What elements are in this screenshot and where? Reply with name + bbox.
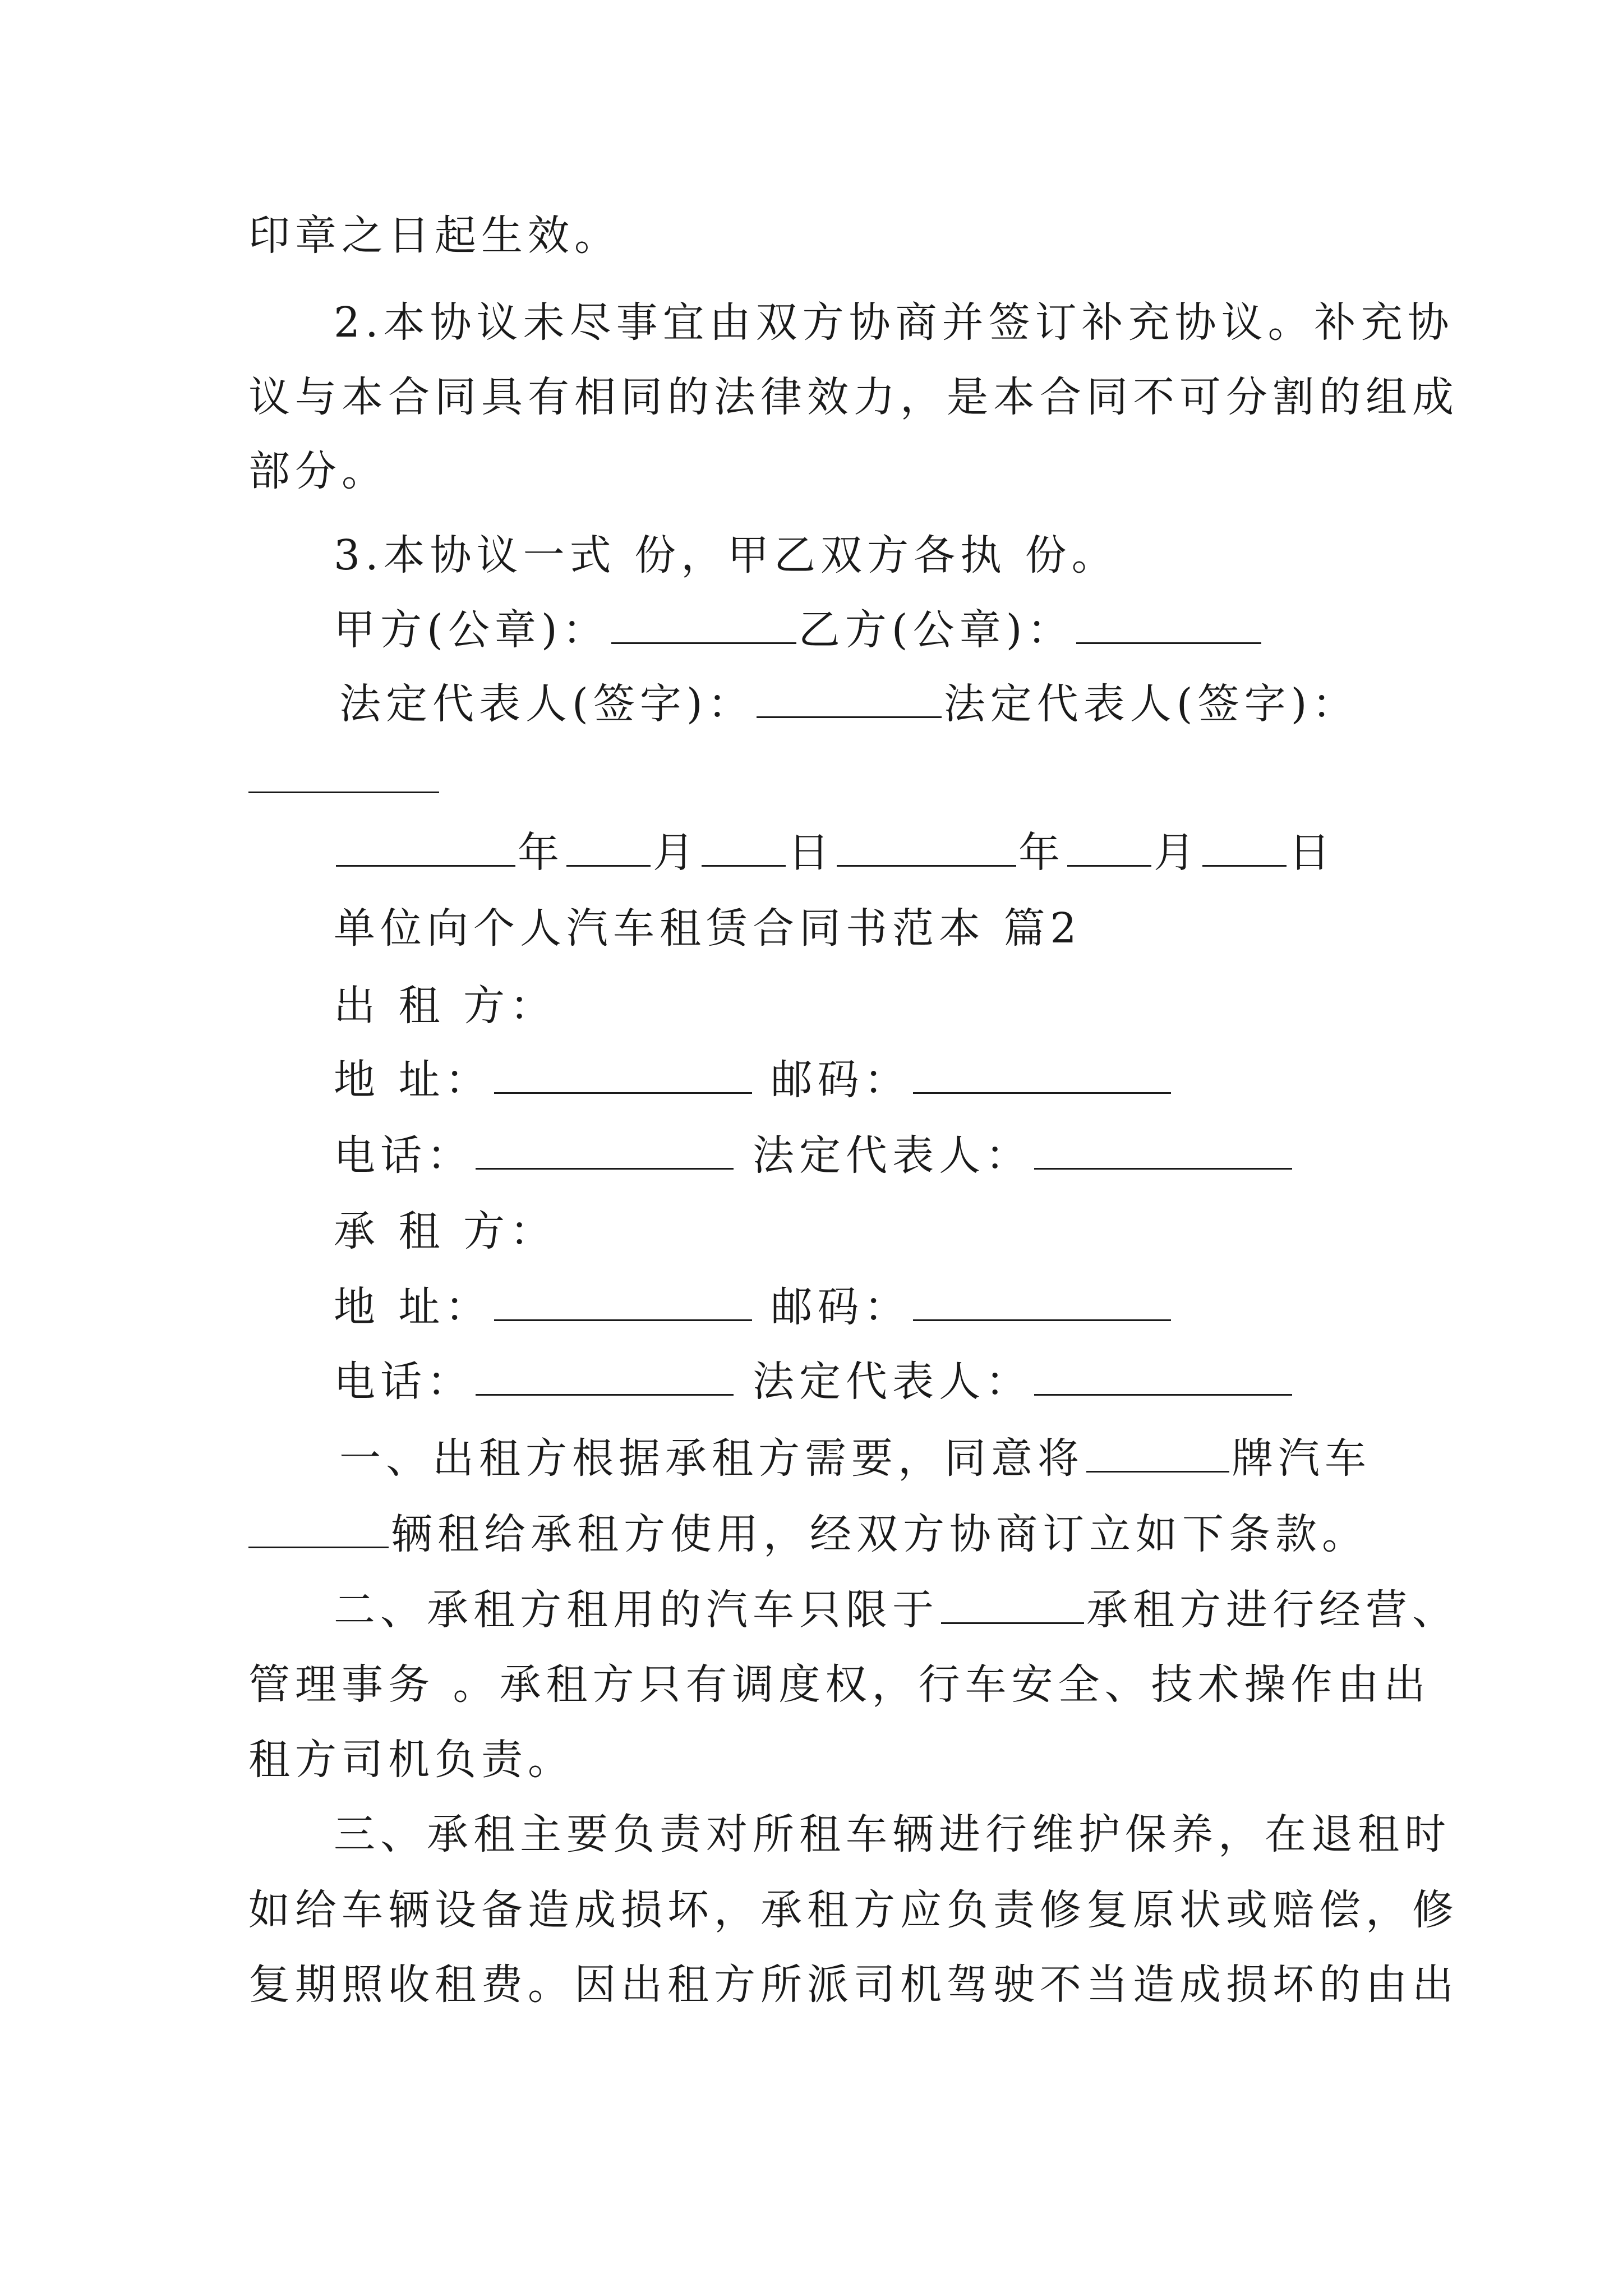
rep-b-blank	[248, 792, 439, 793]
lessee-postcode-label: 邮码：	[771, 1283, 911, 1331]
paragraph-3: 3.本协议一式 份，甲乙双方各执 份。	[334, 531, 1118, 579]
lessor-address-label: 地 址：	[334, 1056, 492, 1104]
date-line	[334, 827, 1335, 878]
representative-line	[339, 679, 1359, 729]
lessee-rep-blank	[1034, 1357, 1292, 1396]
lessee-phone-line	[334, 1356, 1294, 1407]
month-b-label: 月	[1154, 829, 1200, 877]
lessor-postcode-label: 邮码：	[771, 1056, 911, 1104]
lessee-heading: 承 租 方：	[334, 1207, 557, 1255]
party-a-seal-blank	[611, 605, 796, 644]
lessor-phone-label: 电话：	[334, 1131, 473, 1180]
lessor-address-line	[334, 1055, 1173, 1105]
lessor-rep-label: 法定代表人：	[753, 1131, 1032, 1180]
year-a-label: 年	[518, 829, 564, 877]
rep-a-label: 法定代表人(签字)：	[339, 680, 754, 728]
lessee-postcode-blank	[913, 1282, 1171, 1321]
paragraph-2-line-3: 部分。	[248, 447, 388, 495]
party-a-seal-label: 甲方(公章)：	[334, 606, 609, 654]
lessor-heading: 出 租 方：	[334, 982, 557, 1030]
plate-blank	[1086, 1434, 1229, 1473]
day-a-label: 日	[788, 829, 834, 877]
year-b-blank	[837, 828, 1016, 867]
lessor-phone-blank	[476, 1131, 734, 1170]
clause-1-text-c: 辆租给承租方使用，经双方协商订立如下条款。	[391, 1510, 1368, 1558]
clause-3-line-1: 三、承租主要负责对所租车辆进行维护保养，在退租时	[334, 1810, 1451, 1858]
lessee-rep-label: 法定代表人：	[753, 1358, 1032, 1406]
day-b-blank	[1202, 828, 1287, 867]
clause-2-text-b: 承租方进行经营、	[1086, 1586, 1459, 1634]
clause-2-line-1	[334, 1585, 1459, 1635]
lessor-rep-blank	[1034, 1131, 1292, 1170]
lessee-address-blank	[494, 1282, 752, 1321]
clause-3-line-2: 如给车辆设备造成损坏，承租方应负责修复原状或赔偿，修	[248, 1886, 1459, 1934]
lessor-address-blank	[494, 1055, 752, 1094]
day-a-blank	[702, 828, 786, 867]
paragraph-2-line-2: 议与本合同具有相同的法律效力，是本合同不可分割的组成	[248, 373, 1459, 421]
clause-2-text-a: 二、承租方租用的汽车只限于	[334, 1586, 939, 1634]
party-b-seal-label: 乙方(公章)：	[798, 606, 1074, 654]
lessee-phone-blank	[476, 1357, 734, 1396]
lessee-phone-label: 电话：	[334, 1358, 473, 1406]
usage-scope-blank	[941, 1585, 1084, 1624]
paragraph-2-line-1: 2.本协议未尽事宜由双方协商并签订补充协议。补充协	[334, 298, 1454, 347]
clause-2-line-2: 管理事务 。承租方只有调度权，行车安全、技术操作由出	[248, 1660, 1431, 1709]
clause-3-line-3: 复期照收租费。因出租方所派司机驾驶不当造成损坏的由出	[248, 1961, 1459, 2009]
year-b-label: 年	[1018, 829, 1065, 877]
day-b-label: 日	[1289, 829, 1335, 877]
rep-a-blank	[757, 679, 942, 718]
party-b-seal-blank	[1076, 605, 1261, 644]
seal-line	[334, 605, 1264, 655]
month-b-blank	[1067, 828, 1151, 867]
month-a-blank	[566, 828, 651, 867]
clause-1-line-1	[339, 1433, 1371, 1484]
rep-b-label: 法定代表人(签字)：	[943, 680, 1359, 728]
clause-2-line-3: 租方司机负责。	[248, 1736, 574, 1784]
clause-1-line-2	[248, 1509, 1368, 1559]
lessee-address-line	[334, 1282, 1173, 1332]
vehicle-count-blank	[248, 1510, 389, 1548]
clause-1-text-b: 牌汽车	[1232, 1434, 1371, 1483]
lessor-phone-line	[334, 1130, 1294, 1181]
paragraph-1-end: 印章之日起生效。	[248, 211, 621, 260]
clause-1-text-a: 一、出租方根据承租方需要，同意将	[339, 1434, 1084, 1483]
month-a-label: 月	[653, 829, 699, 877]
year-a-blank	[336, 828, 515, 867]
lessor-postcode-blank	[913, 1055, 1171, 1094]
lessee-address-label: 地 址：	[334, 1283, 492, 1331]
section-2-title: 单位向个人汽车租赁合同书范本 篇2	[334, 904, 1082, 953]
